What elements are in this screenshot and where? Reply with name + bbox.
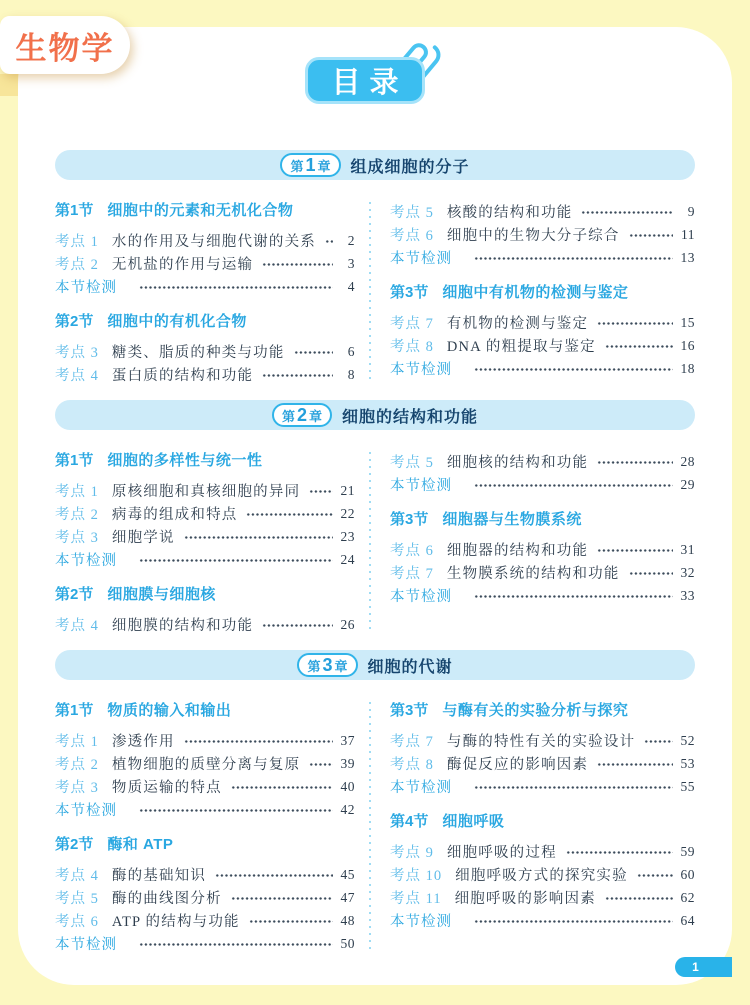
badge-suffix: 章 [309,408,323,424]
entry-page-number: 22 [340,505,355,521]
entry-label: 考点 4 [55,368,99,384]
dotted-leader [262,373,333,378]
dotted-leader [474,785,673,790]
toc-entry [55,729,355,752]
section-title: 细胞中有机物的检测与鉴定 [442,284,629,301]
toc-title-box [305,57,425,104]
badge-prefix: 第 [307,658,321,674]
entry-page-number: 21 [340,482,355,498]
toc-entry [390,223,695,246]
entry-page-number: 37 [340,732,355,748]
entry-title: 水的作用及与细胞代谢的关系 [111,234,316,250]
entry-page-number: 47 [340,889,355,905]
toc-entry [390,311,695,334]
entry-page-number: 32 [680,564,695,580]
dotted-leader [644,739,673,744]
entry-label: 考点 2 [55,507,99,523]
toc-entry [55,863,355,886]
section-number: 第3节 [390,284,429,301]
entry-page-number: 31 [680,541,695,557]
entry-page-number: 40 [340,778,355,794]
toc-column-right [390,450,695,636]
dotted-leader [231,896,333,901]
section-block [55,700,355,821]
section-heading [55,584,355,606]
toc-entry [55,932,355,955]
chapter-title: 细胞的结构和功能 [342,408,479,426]
dotted-leader [474,919,673,924]
toc-column-right [390,200,695,386]
chapter-section-1 [55,150,695,386]
entry-label: 考点 4 [55,868,99,884]
entry-label: 考点 11 [390,891,442,907]
dotted-leader [605,896,673,901]
section-heading [390,509,695,531]
section-number: 第3节 [390,702,429,719]
toc-entry [390,840,695,863]
section-title: 物质的输入和输出 [107,702,232,719]
toc-entry [55,886,355,909]
dotted-leader [184,535,333,540]
entry-page-number: 39 [340,755,355,771]
entry-label: 考点 10 [390,868,443,884]
entry-label: 考点 1 [55,734,99,750]
section-entries [390,311,695,380]
toc-entry [55,752,355,775]
section-block [390,811,695,932]
entry-label: 考点 7 [390,566,434,582]
section-number: 第2节 [55,313,94,330]
dotted-leader [325,239,333,244]
section-heading [390,700,695,722]
badge-number: 1 [305,154,316,175]
section-block [55,834,355,955]
entry-page-number: 42 [340,801,355,817]
section-entries [55,613,355,636]
section-block [390,200,695,269]
dotted-leader [262,262,333,267]
entry-label: 考点 4 [55,618,99,634]
section-block [390,282,695,380]
entry-title: ATP 的结构与功能 [111,914,240,930]
entry-label: 本节检测 [55,553,117,569]
dotted-leader [309,489,333,494]
section-heading [55,700,355,722]
dotted-leader [139,285,333,290]
section-title: 细胞的多样性与统一性 [107,452,263,469]
chapter-badge [272,403,332,427]
entry-title: 有机物的检测与鉴定 [446,316,589,332]
entry-label: 考点 2 [55,257,99,273]
dotted-leader [139,808,333,813]
chapter-badge [297,653,357,677]
toc-column-left [55,450,355,636]
toc-entry [390,886,695,909]
entry-page-number: 55 [680,778,695,794]
dotted-leader [597,460,673,465]
dotted-leader [474,594,673,599]
toc-column-right [390,700,695,955]
entry-label: 本节检测 [390,780,452,796]
entry-title: 酶的基础知识 [111,868,207,884]
entry-label: 考点 3 [55,345,99,361]
entry-page-number: 28 [680,453,695,469]
section-entries [55,479,355,571]
section-title: 细胞中的有机化合物 [107,313,247,330]
section-title: 细胞器与生物膜系统 [442,511,582,528]
entry-title: 细胞器的结构和功能 [446,543,589,559]
entry-page-number: 6 [347,343,355,359]
entry-title: 渗透作用 [111,734,175,750]
entry-page-number: 13 [680,249,695,265]
dotted-leader [474,483,673,488]
dotted-leader [581,210,673,215]
entry-label: 本节检测 [390,362,452,378]
entry-title: 细胞中的生物大分子综合 [446,228,620,244]
toc-entry [390,334,695,357]
toc-entry [390,584,695,607]
entry-page-number: 52 [680,732,695,748]
entry-title: 细胞呼吸的过程 [446,845,557,861]
entry-label: 考点 1 [55,484,99,500]
toc-entry [390,246,695,269]
toc-entry [55,229,355,252]
entry-label: 考点 2 [55,757,99,773]
dotted-leader [597,321,673,326]
chapter-title: 组成细胞的分子 [350,158,470,176]
toc-entry [55,775,355,798]
entry-page-number: 18 [680,360,695,376]
section-block [55,311,355,386]
entry-label: 考点 5 [55,891,99,907]
toc-entry [55,548,355,571]
toc-entry [55,340,355,363]
entry-title: 蛋白质的结构和功能 [111,368,254,384]
subject-label: 生物学 [15,30,115,66]
subject-corner-tab [0,16,130,74]
entry-title: 病毒的组成和特点 [111,507,238,523]
entry-title: 物质运输的特点 [111,780,222,796]
entry-page-number: 29 [680,476,695,492]
badge-number: 2 [296,404,307,425]
entry-page-number: 3 [347,255,355,271]
section-title: 细胞中的元素和无机化合物 [107,202,294,219]
entry-page-number: 23 [340,528,355,544]
chapter-bar [55,650,695,680]
entry-title: 细胞学说 [111,530,175,546]
section-heading [390,811,695,833]
chapter-columns [55,450,695,636]
dotted-leader [637,873,673,878]
section-number: 第3节 [390,511,429,528]
entry-title: 酶的曲线图分析 [111,891,222,907]
badge-suffix: 章 [334,658,348,674]
section-entries [390,840,695,932]
section-block [55,584,355,636]
section-number: 第1节 [55,452,94,469]
entry-page-number: 26 [340,616,355,632]
entry-title: 原核细胞和真核细胞的异同 [111,484,301,500]
toc-entry [390,473,695,496]
toc-entry [55,479,355,502]
dotted-leader [139,942,333,947]
section-block [390,450,695,496]
chapter-columns [55,200,695,386]
entry-label: 考点 8 [390,757,434,773]
dotted-leader [597,762,673,767]
section-heading [55,450,355,472]
entry-label: 考点 7 [390,734,434,750]
entry-label: 考点 6 [55,914,99,930]
section-block [55,450,355,571]
section-title: 酶和 ATP [107,836,174,853]
entry-title: 核酸的结构和功能 [446,205,573,221]
dotted-leader [474,256,673,261]
dotted-leader [294,350,333,355]
entry-page-number: 9 [687,203,695,219]
entry-page-number: 45 [340,866,355,882]
dotted-leader [249,919,333,924]
entry-label: 考点 5 [390,455,434,471]
toc-entry [390,729,695,752]
entry-page-number: 11 [681,226,695,242]
section-number: 第1节 [55,702,94,719]
entry-page-number: 50 [340,935,355,951]
toc-entry [390,561,695,584]
section-heading [55,834,355,856]
entry-label: 本节检测 [55,280,117,296]
toc-entry [390,863,695,886]
chapter-title: 细胞的代谢 [367,658,453,676]
chapter-section-3 [55,650,695,955]
entry-title: 与酶的特性有关的实验设计 [446,734,636,750]
entry-label: 本节检测 [390,478,452,494]
entry-page-number: 16 [680,337,695,353]
dotted-leader [629,233,673,238]
section-number: 第2节 [55,586,94,603]
entry-label: 本节检测 [55,803,117,819]
dotted-leader [246,512,333,517]
toc-entry [55,252,355,275]
entry-page-number: 4 [347,278,355,294]
section-entries [390,538,695,607]
toc-entry [55,798,355,821]
section-entries [55,863,355,955]
entry-title: 细胞呼吸的影响因素 [454,891,596,907]
entry-page-number: 33 [680,587,695,603]
section-entries [55,340,355,386]
dotted-leader [231,785,333,790]
section-block [390,700,695,798]
toc-entry [390,752,695,775]
dotted-leader [629,571,673,576]
toc-column-left [55,200,355,386]
toc-entry [55,275,355,298]
entry-label: 本节检测 [55,937,117,953]
toc-entry [55,613,355,636]
dotted-leader [566,850,673,855]
chapter-bar [55,400,695,430]
toc-entry [390,775,695,798]
entry-page-number: 64 [680,912,695,928]
toc-entry [55,525,355,548]
dotted-leader [262,623,333,628]
dotted-leader [474,367,673,372]
entry-label: 本节检测 [390,251,452,267]
section-number: 第2节 [55,836,94,853]
section-entries [55,229,355,298]
section-title: 与酶有关的实验分析与探究 [442,702,629,719]
toc-entry [55,363,355,386]
chapter-badge [280,153,340,177]
entry-title: 糖类、脂质的种类与功能 [111,345,285,361]
entry-label: 考点 5 [390,205,434,221]
section-number: 第1节 [55,202,94,219]
dotted-leader [597,548,673,553]
section-entries [390,450,695,496]
entry-page-number: 59 [680,843,695,859]
section-heading [390,282,695,304]
dotted-leader [184,739,333,744]
entry-page-number: 24 [340,551,355,567]
toc-entry [390,200,695,223]
entry-page-number: 48 [340,912,355,928]
entry-page-number: 60 [680,866,695,882]
section-title: 细胞呼吸 [442,813,505,830]
entry-label: 本节检测 [390,589,452,605]
page-number: 1 [692,960,699,974]
entry-page-number: 53 [680,755,695,771]
entry-title: 细胞呼吸方式的探究实验 [455,868,628,884]
section-heading [55,311,355,333]
chapter-bar [55,150,695,180]
page-number-badge [675,957,732,977]
entry-label: 考点 9 [390,845,434,861]
entry-title: 酶促反应的影响因素 [446,757,589,773]
entry-page-number: 2 [347,232,355,248]
badge-prefix: 第 [290,158,304,174]
toc-entry [390,538,695,561]
section-entries [55,729,355,821]
entry-page-number: 62 [680,889,695,905]
dotted-leader [139,558,333,563]
toc-entry [55,502,355,525]
entry-title: 细胞膜的结构和功能 [111,618,254,634]
chapter-section-2 [55,400,695,636]
toc-column-left [55,700,355,955]
entry-title: DNA 的粗提取与鉴定 [446,339,596,355]
toc-entry [390,357,695,380]
entry-title: 生物膜系统的结构和功能 [446,566,620,582]
dotted-leader [215,873,333,878]
chapter-columns [55,700,695,955]
toc-entry [55,909,355,932]
entry-label: 考点 6 [390,228,434,244]
entry-page-number: 8 [347,366,355,382]
entry-title: 细胞核的结构和功能 [446,455,589,471]
entry-label: 考点 3 [55,530,99,546]
badge-number: 3 [322,654,333,675]
section-block [55,200,355,298]
section-number: 第4节 [390,813,429,830]
badge-suffix: 章 [317,158,331,174]
entry-title: 无机盐的作用与运输 [111,257,254,273]
entry-label: 考点 8 [390,339,434,355]
section-entries [390,729,695,798]
section-title: 细胞膜与细胞核 [107,586,216,603]
section-block [390,509,695,607]
toc-entry [390,450,695,473]
entry-label: 考点 3 [55,780,99,796]
entry-title: 植物细胞的质壁分离与复原 [111,757,301,773]
entry-label: 考点 6 [390,543,434,559]
section-heading [55,200,355,222]
entry-page-number: 15 [680,314,695,330]
badge-prefix: 第 [281,408,295,424]
toc-title: 目录 [331,67,408,99]
dotted-leader [309,762,333,767]
section-entries [390,200,695,269]
entry-label: 考点 1 [55,234,99,250]
corner-accent-square [0,74,18,96]
entry-label: 考点 7 [390,316,434,332]
toc-entry [390,909,695,932]
entry-label: 本节检测 [390,914,452,930]
dotted-leader [605,344,673,349]
